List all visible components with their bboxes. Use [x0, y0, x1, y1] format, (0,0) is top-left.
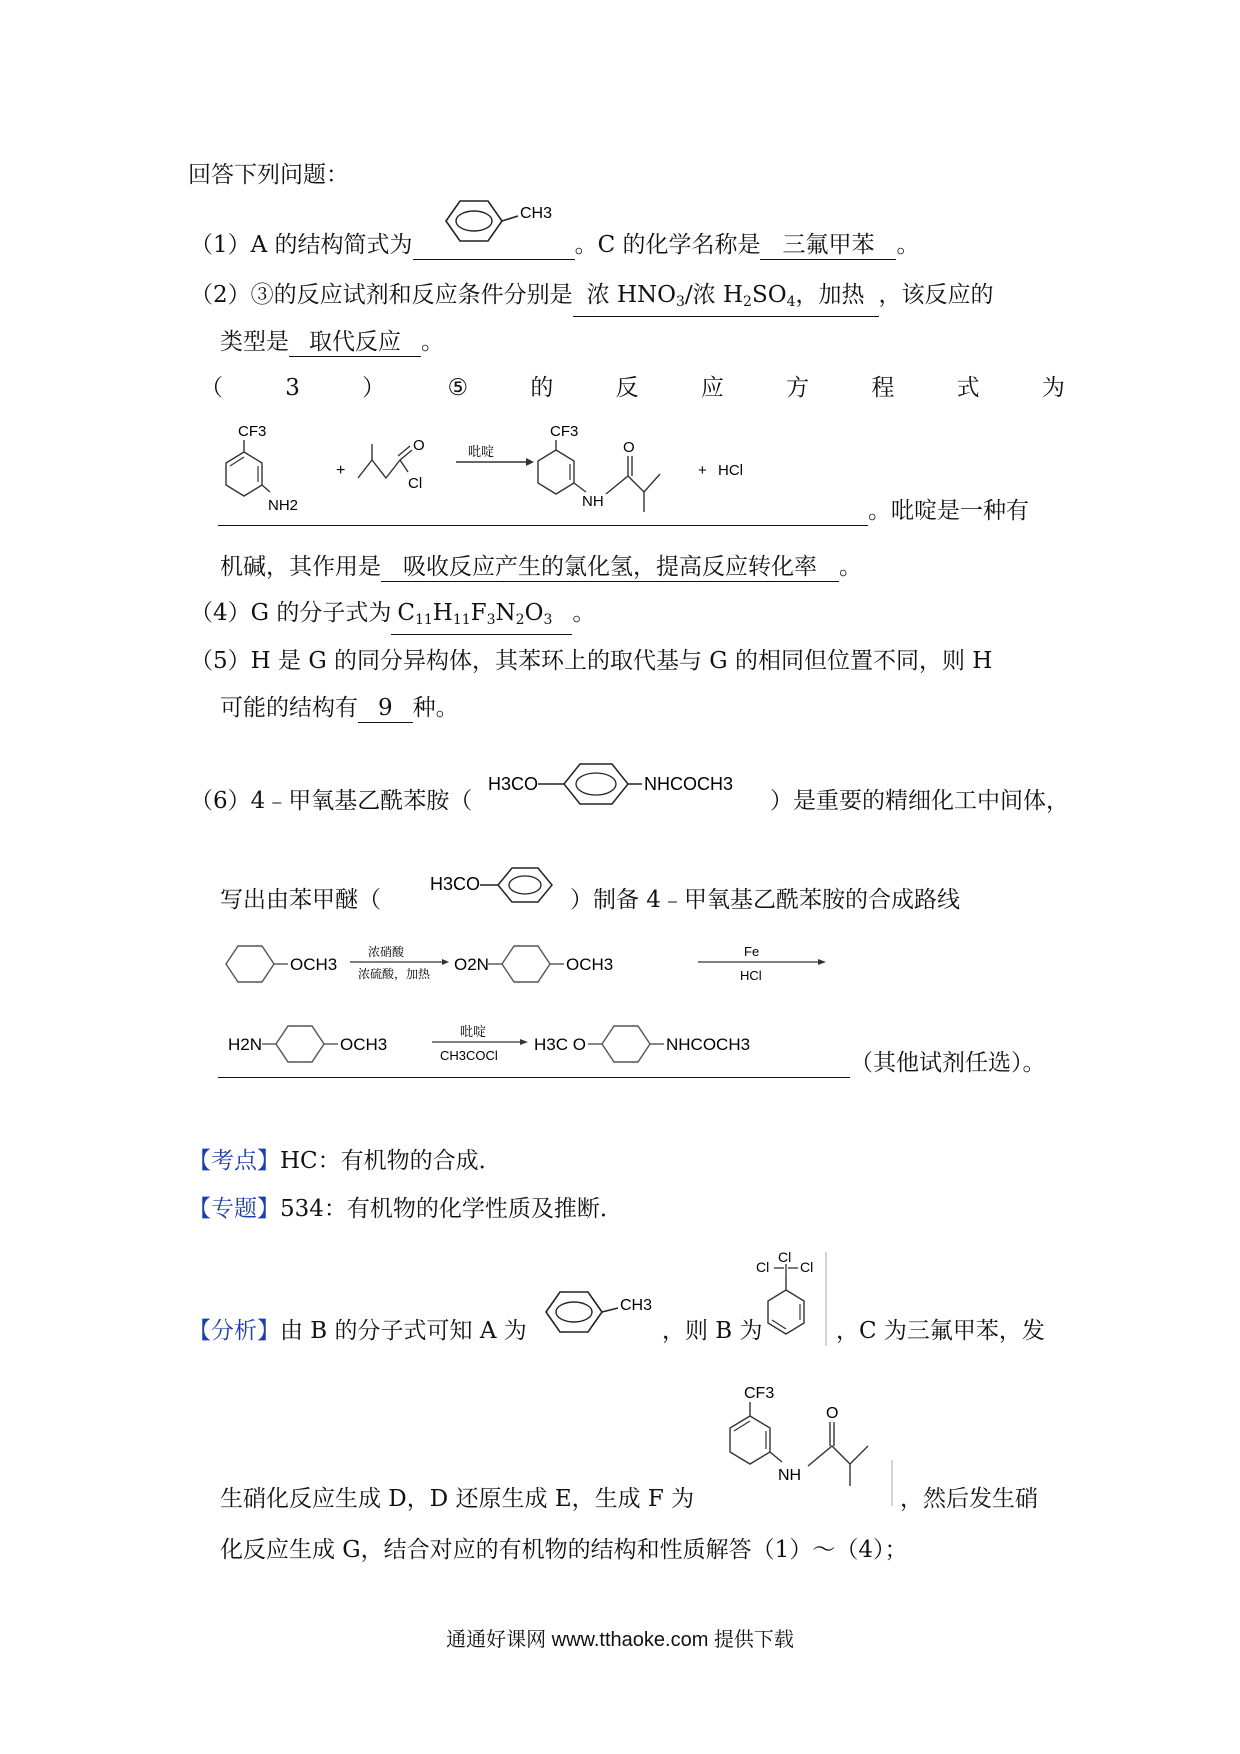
- och3-label: OCH3: [290, 955, 338, 974]
- q3-line2-prefix: 机碱，其作用是: [220, 554, 381, 580]
- nhcoch3-label: NHCOCH3: [666, 1035, 751, 1054]
- q2-prefix: （2）③的反应试剂和反应条件分别是: [190, 282, 573, 308]
- kaodian-tag: 【考点】: [188, 1148, 280, 1174]
- page-footer: 通通好课网 www.tthaoke.com 提供下载: [446, 1629, 794, 1651]
- fenxi-text1: 由 B 的分子式可知 A 为: [280, 1318, 527, 1344]
- q4-answer: $C_{11}H_{11}F_3N_2O_3$: [391, 599, 572, 635]
- q1-prefix: （1）A 的结构简式为: [190, 232, 413, 258]
- q3-line3: [220, 552, 862, 582]
- q5-line2: [220, 693, 459, 723]
- q1-mid: 。C 的化学名称是: [574, 232, 761, 258]
- q3-char: 程: [871, 375, 895, 401]
- plus-sign: +: [698, 462, 707, 479]
- q6-route-blank: [218, 1051, 850, 1078]
- nh-label: NH: [582, 493, 604, 510]
- nhcoch3-label: NHCOCH3: [644, 774, 734, 794]
- o-label: O: [623, 439, 635, 456]
- conc-hno3-label: 浓硝酸: [368, 945, 405, 959]
- ch3-label: CH3: [520, 205, 553, 222]
- intro-text: 回答下列问题：: [188, 162, 349, 188]
- o-label: O: [413, 437, 425, 454]
- fenxi-text6: 化反应生成 G，结合对应的有机物的结构和性质解答（1）～（4）；: [220, 1537, 908, 1563]
- q2-answer: 浓 $HNO_3/$浓 $H_2SO_4$，加热: [573, 281, 879, 317]
- q3-char: ）: [362, 375, 386, 401]
- plus-sign: +: [336, 462, 346, 479]
- q1-answer: 三氟甲苯: [760, 231, 896, 260]
- fenxi-tag: 【分析】: [188, 1318, 280, 1344]
- hcl-label: HCl: [718, 462, 743, 479]
- conc-h2so4-heat-label: 浓硫酸，加热: [358, 967, 431, 981]
- q3-char: 方: [786, 375, 810, 401]
- nh-label: NH: [778, 1467, 802, 1484]
- q3-char: （: [200, 375, 223, 401]
- fe-label: Fe: [744, 944, 760, 959]
- q4-line: [190, 598, 595, 635]
- q3-char: 3: [285, 375, 300, 401]
- cf3-label: CF3: [550, 423, 579, 440]
- cl-label: Cl: [778, 1249, 792, 1265]
- h3co-label: H3C O: [534, 1035, 586, 1054]
- h3co-label: H3CO: [488, 774, 539, 794]
- zhuanti-text: 534：有机物的化学性质及推断．: [280, 1196, 623, 1222]
- pyridine-label: 吡啶: [460, 1024, 487, 1039]
- och3-label: OCH3: [340, 1035, 388, 1054]
- zhuanti-tag: 【专题】: [188, 1196, 280, 1222]
- q2-line2-prefix: 类型是: [220, 329, 289, 355]
- q3-char: 的: [530, 375, 554, 401]
- q3-line1: [200, 373, 1065, 403]
- q4-prefix: （4）G 的分子式为: [190, 600, 392, 626]
- nh2-label: NH2: [268, 497, 299, 514]
- q2-suffix: ，该反应的: [878, 282, 994, 308]
- kaodian-line: [188, 1146, 502, 1176]
- cl-label: Cl: [408, 475, 423, 492]
- q3-answer: 吸收反应产生的氯化氢，提高反应转化率: [381, 553, 839, 582]
- q3-equation-blank: [218, 499, 868, 526]
- q2-line2: [220, 327, 444, 357]
- q3-line2: [218, 496, 1029, 526]
- ch3cocl-label: CH3COCl: [440, 1048, 498, 1063]
- q4-end: 。: [572, 600, 596, 626]
- q2-answer2: 取代反应: [289, 328, 421, 357]
- fenxi-text2: ，则 B 为: [662, 1318, 763, 1344]
- och3-label: OCH3: [566, 955, 614, 974]
- anisole-structure: [428, 866, 568, 916]
- benzotrichloride-structure: [752, 1250, 832, 1350]
- q6-line1-right: ）是重要的精细化工中间体，: [770, 788, 1069, 814]
- q3-char: 为: [1041, 375, 1065, 401]
- fenxi-text5: ，然后发生硝: [900, 1486, 1038, 1512]
- kaodian-text: HC：有机物的合成．: [280, 1148, 502, 1174]
- fenxi-line1-a: [188, 1316, 527, 1346]
- q5-line2-prefix: 可能的结构有: [220, 695, 358, 721]
- fenxi-text4: 生硝化反应生成 D，D 还原生成 E，生成 F 为: [220, 1486, 695, 1512]
- hcl-label: HCl: [740, 968, 762, 983]
- q6-line3: [218, 1048, 1046, 1078]
- q5-line1: （5）H 是 G 的同分异构体，其苯环上的取代基与 G 的相同但位置不同，则 H: [190, 648, 993, 674]
- o-label: O: [826, 1405, 839, 1422]
- q3-after-eq: 。吡啶是一种有: [868, 498, 1029, 524]
- q2-end: 。: [421, 329, 444, 355]
- q3-char: 反: [615, 375, 639, 401]
- fenxi-text3: ，C 为三氟甲苯，发: [836, 1318, 1045, 1344]
- h3co-label: H3CO: [430, 874, 481, 894]
- o2n-label: O2N: [454, 955, 489, 974]
- q5-answer: 9: [358, 694, 413, 723]
- q3-char: 式: [956, 375, 980, 401]
- q3-end: 。: [839, 554, 862, 580]
- zhuanti-line: [188, 1194, 623, 1224]
- q6-line2-right: ）制备 4﹣甲氧基乙酰苯胺的合成路线: [570, 887, 960, 913]
- q6-line1-left: （6）4﹣甲氧基乙酰苯胺（: [190, 788, 473, 814]
- q6-line2-left: 写出由苯甲醚（: [220, 887, 381, 913]
- cf3-label: CF3: [744, 1385, 775, 1402]
- q6-end: （其他试剂任选）。: [850, 1050, 1046, 1076]
- q2-line1: [190, 280, 994, 317]
- compound-f-structure: [716, 1380, 916, 1510]
- q5-end: 种。: [412, 695, 459, 721]
- cf3-label: CF3: [238, 423, 267, 440]
- q3-char: 应: [700, 375, 724, 401]
- pyridine-label: 吡啶: [468, 444, 495, 459]
- q1-end: 。: [896, 232, 920, 258]
- q3-char: ⑤: [447, 375, 469, 401]
- toluene-structure: [430, 198, 590, 248]
- h2n-label: H2N: [228, 1035, 263, 1054]
- methoxyacetanilide-structure: [484, 760, 764, 820]
- toluene-structure: [540, 1288, 660, 1338]
- cl-label: Cl: [756, 1259, 770, 1275]
- cl-label: Cl: [800, 1259, 814, 1275]
- ch3-label: CH3: [620, 1297, 653, 1314]
